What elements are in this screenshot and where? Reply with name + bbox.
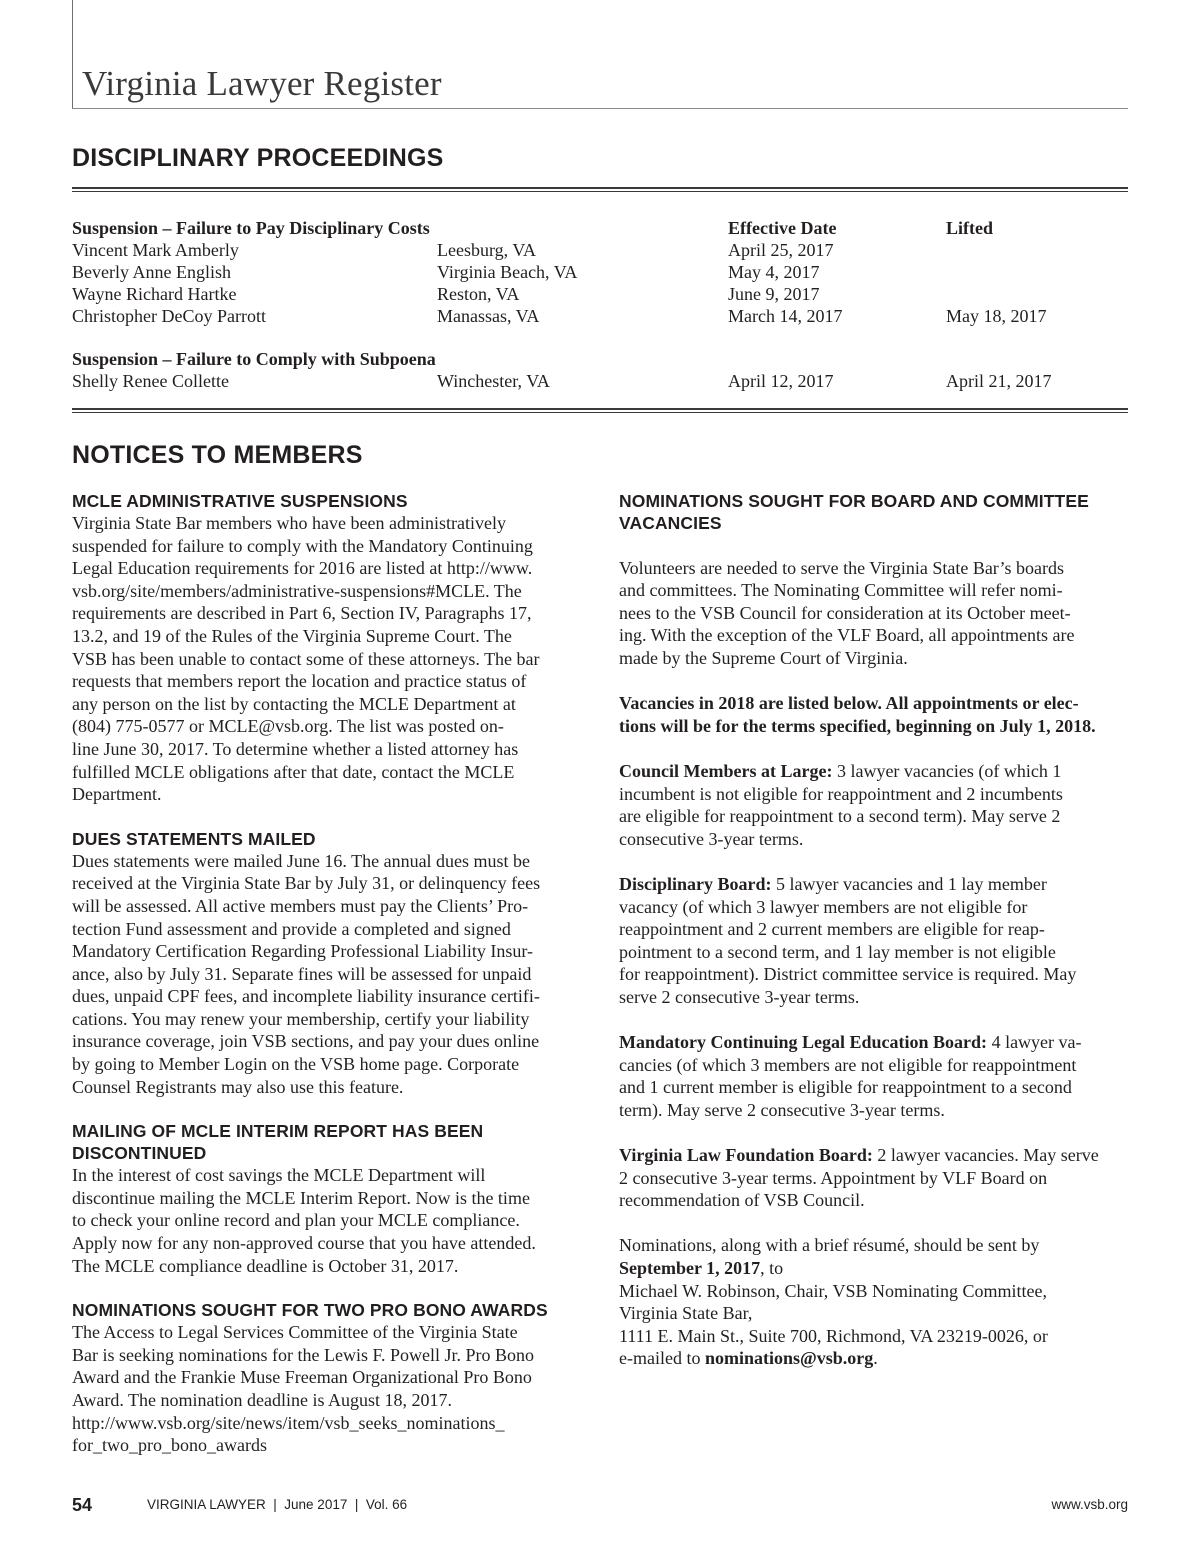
body-line: Counsel Registrants may also use this feature. (72, 1076, 404, 1097)
body-line: 1111 E. Main St., Suite 700, Richmond, VA 23219-0026, or (619, 1325, 1048, 1346)
body-line: by going to Member Login on the VSB home page. Corporate (72, 1054, 520, 1075)
body-line: , to (760, 1258, 784, 1278)
body-line: insurance coverage, join VSB sections, and pay your dues online (72, 1031, 540, 1052)
notices-right-column (619, 490, 1131, 1370)
heading-line: DISCONTINUED (72, 1143, 207, 1164)
lifted-header: Lifted (946, 218, 993, 238)
table-row (72, 305, 1128, 327)
body-line: pointment to a second term, and 1 lay member is not eligible (619, 941, 1056, 962)
body-line: line June 30, 2017. To determine whether a listed attorney has (72, 738, 519, 759)
body-line: requirements are described in Part 6, Section IV, Paragraphs 17, (72, 603, 532, 624)
entry-label: Mandatory Continuing Legal Education Board: (619, 1032, 988, 1053)
disciplinary-proceedings-heading: DISCIPLINARY PROCEEDINGS (72, 144, 444, 172)
mcle-interim-body (72, 1164, 588, 1277)
heading-line: MAILING OF MCLE INTERIM REPORT HAS BEEN (72, 1121, 484, 1142)
pro-bono-awards-body (72, 1321, 588, 1457)
body-line: 2 consecutive 3-year terms. Appointment by VLF Board on (619, 1167, 1048, 1188)
footer-publication-info: VIRGINIA LAWYER | June 2017 | Vol. 66 (147, 1497, 408, 1512)
body-line: dues, unpaid CPF fees, and incomplete liability insurance certifi- (72, 986, 540, 1007)
body-line: received at the Virginia State Bar by July 31, or delinquency fees (72, 873, 541, 894)
table-row (72, 261, 1128, 283)
effective-date: June 9, 2017 (728, 284, 820, 304)
body-line: cancies (of which 3 members are not eligible for reappointment (619, 1054, 1077, 1075)
body-line: and 1 current member is eligible for reappointment to a second (619, 1077, 1072, 1098)
body-line: discontinue mailing the MCLE Interim Report. Now is the time (72, 1187, 530, 1208)
dues-statements-heading: DUES STATEMENTS MAILED (72, 828, 316, 849)
entry-label: Disciplinary Board: (619, 873, 772, 894)
body-line: Vacancies in 2018 are listed below. All appointments or elec- (619, 693, 1079, 714)
body-line: to check your online record and plan your MCLE compliance. (72, 1210, 520, 1231)
body-line: reappointment and 2 current members are eligible for reap- (619, 919, 1045, 940)
body-line: term). May serve 2 consecutive 3-year terms. (619, 1099, 945, 1120)
body-line: Bar is seeking nominations for the Lewis F. Powell Jr. Pro Bono (72, 1344, 535, 1365)
body-line: The MCLE compliance deadline is October 31, 2017. (72, 1255, 459, 1276)
body-line: The Access to Legal Services Committee of the Virginia State (72, 1322, 518, 1343)
body-line: Michael W. Robinson, Chair, VSB Nominating Committee, (619, 1280, 1047, 1301)
body-line: for reappointment). District committee service is required. May (619, 964, 1077, 985)
footer-website-link[interactable]: www.vsb.org (1051, 1497, 1128, 1512)
page-number: 54 (72, 1495, 93, 1515)
body-line: vacancy (of which 3 lawyer members are not eligible for (619, 896, 1028, 917)
body-line: e-mailed to (619, 1348, 705, 1369)
board-vacancies-heading (619, 490, 1131, 534)
heading-line: VACANCIES (619, 513, 722, 533)
body-line: requests that members report the location and practice status of (72, 671, 527, 692)
body-line: Nominations, along with a brief résumé, should be sent by (619, 1235, 1040, 1256)
body-line: Award. The nomination deadline is August 18, 2017. (72, 1390, 452, 1410)
table-row (72, 239, 1128, 261)
body-line: and committees. The Nominating Committee will refer nomi- (619, 580, 1063, 601)
body-line: fulfilled MCLE obligations after that date, contact the MCLE (72, 761, 515, 782)
attorney-location: Virginia Beach, VA (437, 262, 578, 282)
vacancies-note (619, 692, 1131, 737)
attorney-location: Manassas, VA (437, 306, 540, 326)
body-line: tions will be for the terms specified, beginning on July 1, 2018. (619, 715, 1096, 736)
body-line: consecutive 3-year terms. (619, 828, 804, 849)
attorney-name: Vincent Mark Amberly (72, 240, 239, 260)
body-line: Volunteers are needed to serve the Virginia State Bar’s boards (619, 557, 1064, 578)
body-line: 2 lawyer vacancies. May serve (872, 1145, 1099, 1166)
body-line: VSB has been unable to contact some of these attorneys. The bar (72, 648, 540, 669)
entry-label: Council Members at Large: (619, 760, 833, 781)
attorney-location: Reston, VA (437, 284, 520, 304)
nomination-deadline: September 1, 2017 (619, 1258, 761, 1278)
body-line: cations. You may renew your membership, certify your liability (72, 1008, 530, 1029)
attorney-location: Leesburg, VA (437, 240, 536, 260)
attorney-location: Winchester, VA (437, 371, 550, 391)
body-line: made by the Supreme Court of Virginia. (619, 647, 908, 668)
body-line: Apply now for any non-approved course that you have attended. (72, 1233, 536, 1254)
notices-left-column (72, 490, 588, 1457)
table-row (72, 370, 1128, 392)
body-line: are eligible for reappointment to a second term). May serve 2 (619, 806, 1061, 827)
pro-bono-link[interactable]: http://www.vsb.org/site/news/item/vsb_seeks_nominations_ (72, 1412, 505, 1433)
publication-title: Virginia Lawyer Register (82, 64, 442, 103)
body-line: 4 lawyer va- (987, 1032, 1082, 1053)
dues-statements-body (72, 850, 588, 1099)
body-line: 13.2, and 19 of the Rules of the Virginia Supreme Court. The (72, 625, 512, 646)
body-line: Virginia State Bar, (619, 1303, 753, 1324)
mcle-interim-heading (72, 1120, 588, 1164)
effective-date: May 4, 2017 (728, 262, 820, 282)
lifted-date: April 21, 2017 (946, 371, 1052, 391)
body-line: Mandatory Certification Regarding Professional Liability Insur- (72, 941, 534, 962)
pro-bono-link[interactable]: for_two_pro_bono_awards (72, 1435, 267, 1456)
body-line: vsb.org/site/members/administrative-suspensions#MCLE. The (72, 580, 522, 601)
header-vertical-rule (72, 0, 73, 108)
body-line: will be assessed. All active members must pay the Clients’ Pro- (72, 895, 529, 916)
body-line: incumbent is not eligible for reappointment and 2 incumbents (619, 783, 1063, 804)
table-subheading-row (72, 348, 1128, 370)
body-line: (804) 775-0577 or MCLE@vsb.org. The list was posted on- (72, 716, 504, 737)
page-footer (72, 1494, 1128, 1516)
council-members-entry (619, 760, 1131, 850)
body-line: ing. With the exception of the VLF Board, all appointments are (619, 625, 1075, 646)
body-line: Award and the Frankie Muse Freeman Organizational Pro Bono (72, 1367, 532, 1388)
body-line: any person on the list by contacting the MCLE Department at (72, 693, 516, 714)
board-vacancies-intro (619, 557, 1131, 670)
effective-date-header: Effective Date (728, 218, 837, 238)
section-divider (72, 408, 1128, 413)
attorney-name: Christopher DeCoy Parrott (72, 306, 266, 326)
body-line: Legal Education requirements for 2016 are listed at http://www. (72, 558, 533, 579)
table-header-row (72, 217, 1128, 239)
body-line: . (873, 1348, 878, 1369)
suspension-costs-heading: Suspension – Failure to Pay Disciplinary Costs (72, 218, 430, 238)
notices-to-members-heading: NOTICES TO MEMBERS (72, 441, 363, 469)
body-line: 3 lawyer vacancies (of which 1 (832, 760, 1062, 781)
nominations-email-link[interactable]: nominations@vsb.org (704, 1348, 874, 1369)
body-line: nees to the VSB Council for consideration at its October meet- (619, 602, 1071, 623)
effective-date: April 25, 2017 (728, 240, 834, 260)
nominations-contact (619, 1234, 1131, 1370)
body-line: recommendation of VSB Council. (619, 1190, 865, 1211)
heading-line: NOMINATIONS SOUGHT FOR BOARD AND COMMITTEE (619, 491, 1089, 511)
disciplinary-board-entry (619, 873, 1131, 1009)
body-line: 5 lawyer vacancies and 1 lay member (771, 873, 1047, 894)
mcle-suspensions-heading: MCLE ADMINISTRATIVE SUSPENSIONS (72, 491, 408, 511)
body-line: Dues statements were mailed June 16. The annual dues must be (72, 850, 531, 871)
body-line: tection Fund assessment and provide a completed and signed (72, 918, 511, 939)
effective-date: March 14, 2017 (728, 306, 843, 326)
section-divider (72, 187, 1128, 192)
body-line: suspended for failure to comply with the Mandatory Continuing (72, 535, 533, 556)
body-line: ance, also by July 31. Separate fines will be assessed for unpaid (72, 963, 532, 984)
entry-label: Virginia Law Foundation Board: (619, 1145, 873, 1166)
effective-date: April 12, 2017 (728, 371, 834, 391)
body-line: Virginia State Bar members who have been administratively (72, 513, 506, 533)
header-horizontal-rule (72, 108, 1128, 109)
body-line: serve 2 consecutive 3-year terms. (619, 986, 860, 1007)
pro-bono-awards-heading: NOMINATIONS SOUGHT FOR TWO PRO BONO AWARDS (72, 1300, 548, 1321)
table-row (72, 283, 1128, 305)
body-line: Department. (72, 784, 162, 805)
lifted-date: May 18, 2017 (946, 306, 1047, 326)
suspension-subpoena-heading: Suspension – Failure to Comply with Subpoena (72, 349, 436, 369)
attorney-name: Beverly Anne English (72, 262, 231, 282)
attorney-name: Shelly Renee Collette (72, 371, 229, 391)
body-line: In the interest of cost savings the MCLE Department will (72, 1165, 486, 1186)
vlf-board-entry (619, 1144, 1131, 1212)
attorney-name: Wayne Richard Hartke (72, 284, 237, 304)
mcle-suspensions-body (72, 512, 588, 806)
mcle-board-entry (619, 1031, 1131, 1121)
